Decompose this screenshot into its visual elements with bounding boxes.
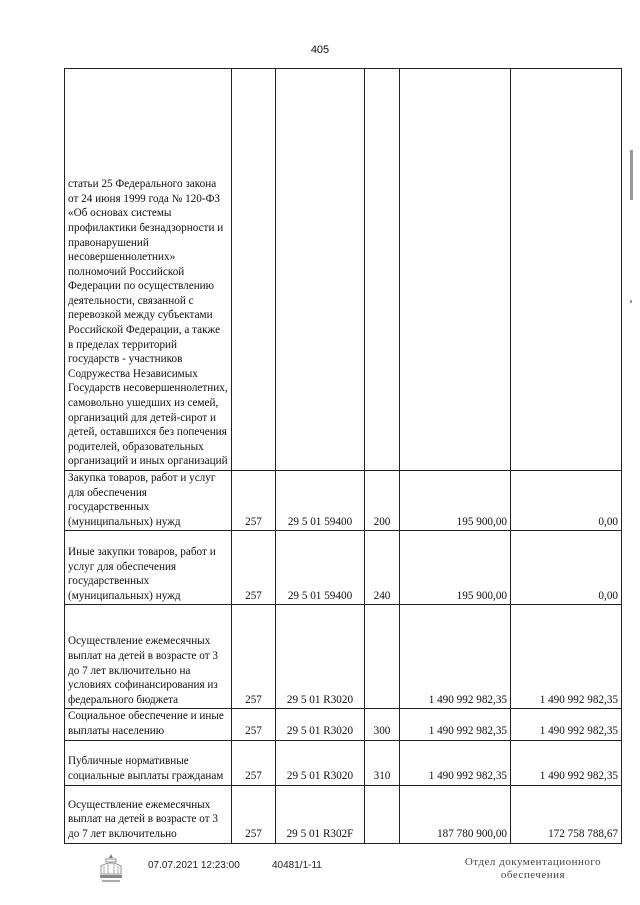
row-sum2: 0,00 [511,471,622,531]
row-csr: 29 5 01 R3020 [276,740,365,785]
row-name: Публичные нормативные социальные выплаты гражданам [65,740,232,785]
row-sum1: 187 780 900,00 [400,785,511,843]
emblem-logo-icon [98,852,124,886]
row-sum2: 0,00 [511,531,622,605]
footer-datetime: 07.07.2021 12:23:00 [148,860,240,871]
row-sum2: 1 490 992 982,35 [511,740,622,785]
row-vr: 200 [365,471,400,531]
row-sum1: 1 490 992 982,35 [400,605,511,709]
row-csr: 29 5 01 R3020 [276,709,365,740]
row-csr: 29 5 01 R3020 [276,605,365,709]
row-csr: 29 5 01 59400 [276,531,365,605]
row-vr [365,69,400,471]
row-vr: 240 [365,531,400,605]
table-row [65,531,622,605]
row-sum1: 195 900,00 [400,531,511,605]
row-gr: 257 [232,709,276,740]
footer-doc-number: 40481/1-11 [272,860,322,871]
stamp-line-2: обеспечения [500,869,566,881]
row-name: статьи 25 Федерального закона от 24 июня 1999 года № 120-ФЗ «Об основах системы профилактики безнадзорности и правонарушений несовершеннолетних» полномочий Российской Федерации по осуществлению деятельности, связанной с перевозкой между субъектами Российской Федерации, а также в пределах территорий государств - участников Содружества Независимых Государств несовершеннолетних, самовольно ушедших из семей, организаций для детей-сирот и детей, оставшихся без попечения родителей, образовательных организаций и иных организаций [65,69,232,471]
row-gr: 257 [232,785,276,843]
table-row [65,785,622,843]
table-row [65,605,622,709]
budget-table [64,68,622,844]
row-vr: 300 [365,709,400,740]
scan-edge-mark [630,150,633,200]
row-sum2 [511,69,622,471]
row-sum2: 1 490 992 982,35 [511,605,622,709]
row-csr [276,69,365,471]
row-name: Иные закупки товаров, работ и услуг для обеспечения государственных (муниципальных) нужд [65,531,232,605]
scan-edge-mark [630,300,632,303]
row-csr: 29 5 01 R302F [276,785,365,843]
row-vr [365,785,400,843]
row-name: Осуществление ежемесячных выплат на детей в возрасте от 3 до 7 лет включительно на условиях софинансирования из федерального бюджета [65,605,232,709]
row-sum2: 172 758 788,67 [511,785,622,843]
table-row [65,709,622,740]
row-gr: 257 [232,531,276,605]
row-gr: 257 [232,605,276,709]
table-row [65,471,622,531]
row-name: Осуществление ежемесячных выплат на детей в возрасте от 3 до 7 лет включительно [65,785,232,843]
row-sum1: 195 900,00 [400,471,511,531]
row-vr: 310 [365,740,400,785]
page-number: 405 [310,44,330,56]
row-sum1: 1 490 992 982,35 [400,740,511,785]
stamp-line-1: Отдел документационного [464,856,602,868]
row-sum2: 1 490 992 982,35 [511,709,622,740]
row-name: Закупка товаров, работ и услуг для обеспечения государственных (муниципальных) нужд [65,471,232,531]
row-gr: 257 [232,740,276,785]
row-sum1 [400,69,511,471]
row-gr [232,69,276,471]
row-gr: 257 [232,471,276,531]
table-row [65,740,622,785]
table-row [65,69,622,471]
department-stamp [448,856,618,882]
row-vr [365,605,400,709]
row-csr: 29 5 01 59400 [276,471,365,531]
row-name: Социальное обеспечение и иные выплаты населению [65,709,232,740]
row-sum1: 1 490 992 982,35 [400,709,511,740]
